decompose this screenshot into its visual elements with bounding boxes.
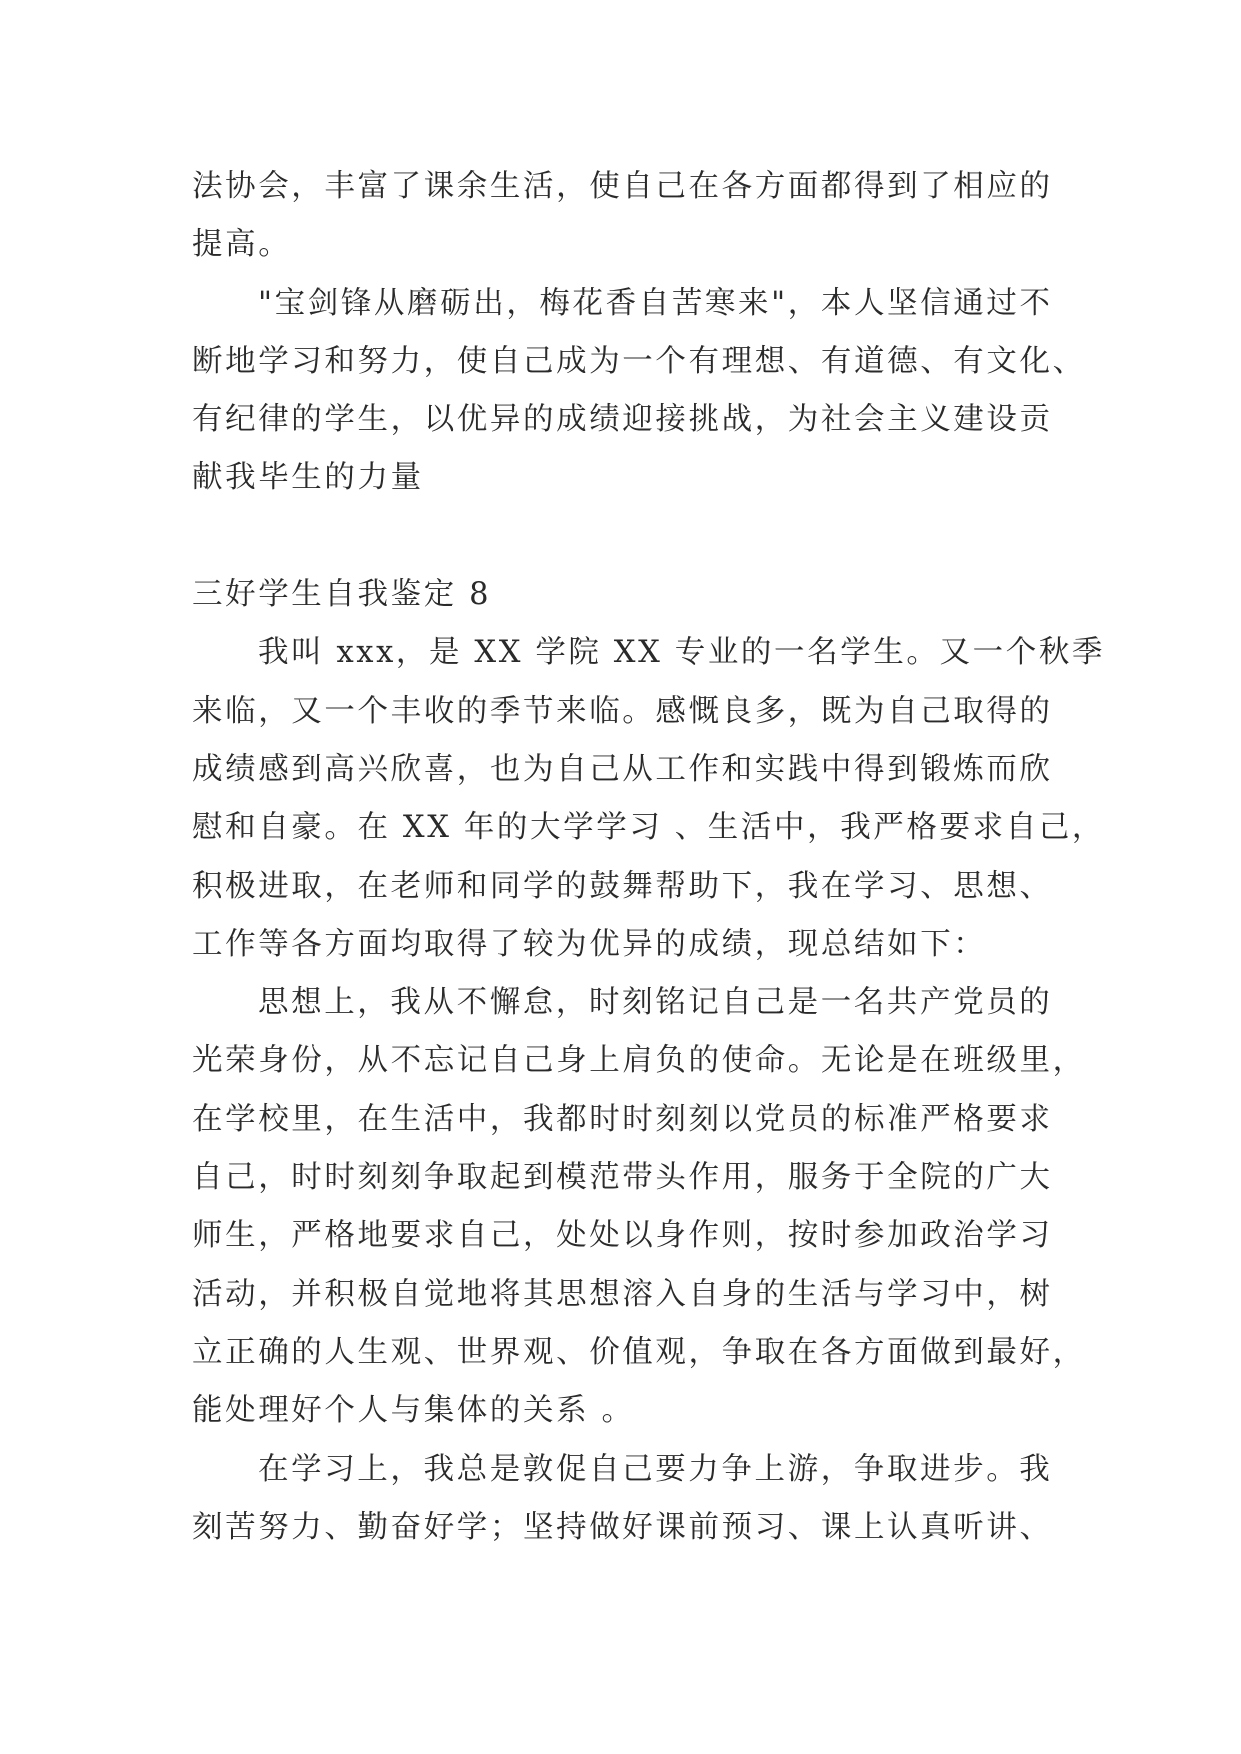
text-line: 能处理好个人与集体的关系 。 <box>192 1393 635 1429</box>
text-line: 在学习上，我总是敦促自己要力争上游，争取进步。我 <box>258 1451 1053 1487</box>
paragraph-2 <box>192 275 1086 508</box>
text-line: 思想上，我从不懈怠，时刻铭记自己是一名共产党员的 <box>258 985 1053 1021</box>
text-line: 积极进取，在老师和同学的鼓舞帮助下，我在学习、思想、 <box>192 868 1053 904</box>
paragraph-1 <box>192 158 1072 275</box>
text-line: 光荣身份，从不忘记自己身上肩负的使命。无论是在班级里， <box>192 1043 1086 1079</box>
text-line: 自己，时时刻刻争取起到模范带头作用，服务于全院的广大 <box>192 1160 1053 1196</box>
text-line: 有纪律的学生，以优异的成绩迎接挑战，为社会主义建设贡 <box>192 402 1053 438</box>
text-line: 来临，又一个丰收的季节来临。感慨良多，既为自己取得的 <box>192 693 1053 729</box>
text-line: 断地学习和努力，使自己成为一个有理想、有道德、有文化、 <box>192 343 1086 379</box>
paragraph-4 <box>192 974 1086 1440</box>
text-line: 提高。 <box>192 227 292 263</box>
text-line: 在学校里，在生活中，我都时时刻刻以党员的标准严格要求 <box>192 1101 1053 1137</box>
text-line: "宝剑锋从磨砺出，梅花香自苦寒来"，本人坚信通过不 <box>258 285 1053 321</box>
document-body <box>192 158 1106 1557</box>
text-line: 师生，严格地要求自己，处处以身作则，按时参加政治学习 <box>192 1218 1053 1254</box>
text-line: 慰和自豪。在 XX 年的大学学习 、生活中，我严格要求自己， <box>192 810 1106 846</box>
paragraph-3 <box>192 624 1106 974</box>
text-line: 活动，并积极自觉地将其思想溶入自身的生活与学习中，树 <box>192 1276 1053 1312</box>
paragraph-5 <box>192 1441 1072 1558</box>
text-line: 成绩感到高兴欣喜，也为自己从工作和实践中得到锻炼而欣 <box>192 751 1053 787</box>
section-title: 三好学生自我鉴定 8 <box>192 577 492 613</box>
text-line: 刻苦努力、勤奋好学；坚持做好课前预习、课上认真听讲、 <box>192 1509 1053 1545</box>
text-line: 献我毕生的力量 <box>192 460 424 496</box>
text-line: 法协会，丰富了课余生活，使自己在各方面都得到了相应的 <box>192 169 1053 204</box>
text-line: 立正确的人生观、世界观、价值观，争取在各方面做到最好， <box>192 1334 1086 1370</box>
blank-line <box>192 508 1072 566</box>
text-line: 我叫 xxx，是 XX 学院 XX 专业的一名学生。又一个秋季 <box>258 635 1106 671</box>
text-line: 工作等各方面均取得了较为优异的成绩，现总结如下： <box>192 926 987 962</box>
